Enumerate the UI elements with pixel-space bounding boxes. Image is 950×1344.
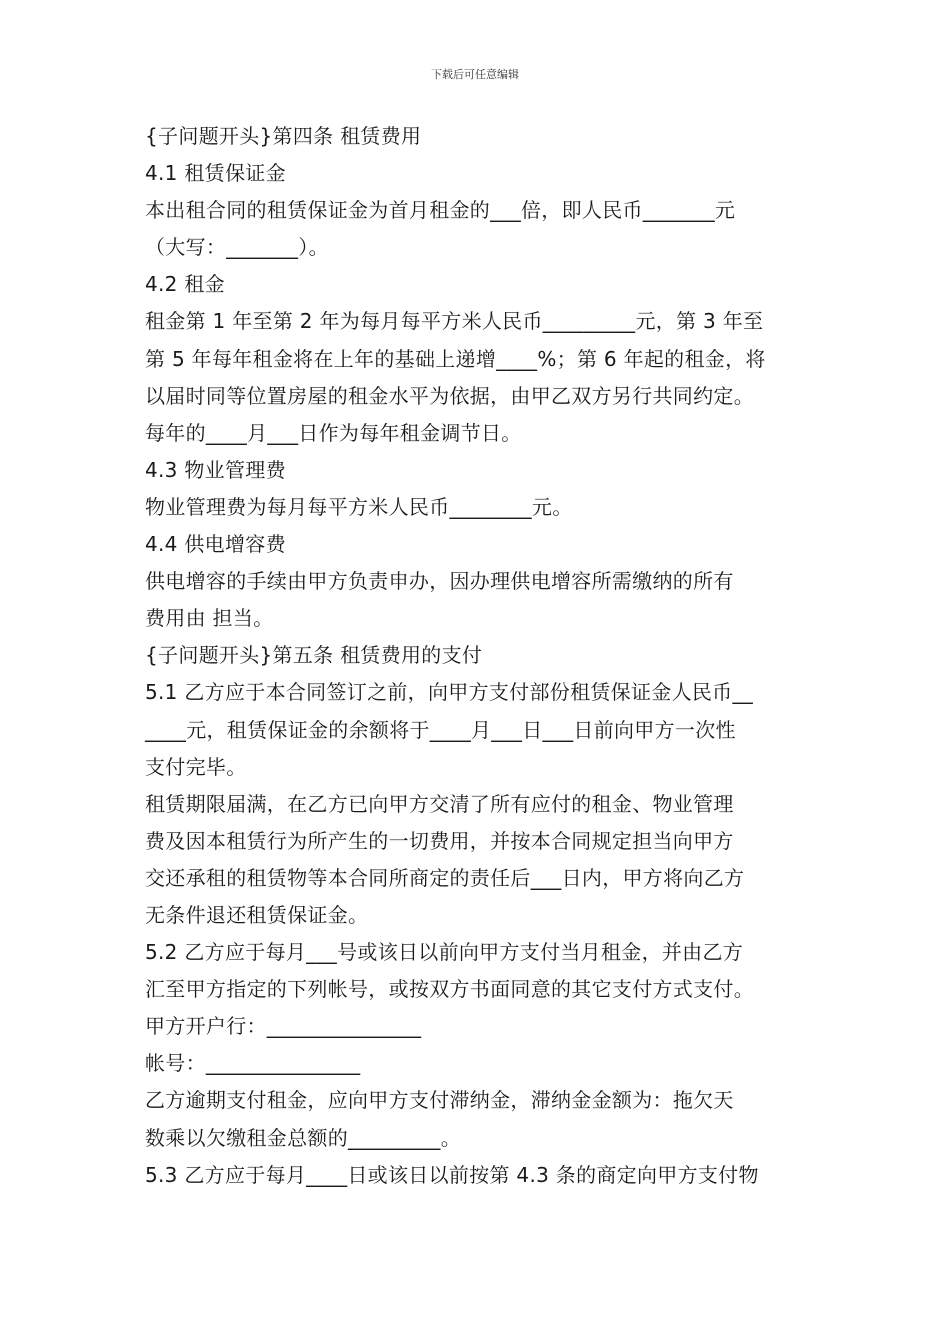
paragraph-line: 汇至甲方指定的下列帐号，或按双方书面同意的其它支付方式支付。 — [145, 977, 754, 1002]
account-number-line: 帐号：_______________ — [145, 1051, 361, 1076]
section-heading-article-5: {子问题开头}第五条 租赁费用的支付 — [145, 643, 483, 668]
clause-heading-4-2: 4.2 租金 — [145, 272, 225, 297]
paragraph-line: 乙方逾期支付租金，应向甲方支付滞纳金，滞纳金金额为：拖欠天 — [145, 1088, 734, 1113]
section-heading-article-4: {子问题开头}第四条 租赁费用 — [145, 124, 422, 148]
clause-5-3-line: 5.3 乙方应于每月____日或该日以前按第 4.3 条的商定向甲方支付物 — [145, 1162, 759, 1187]
clause-heading-4-1: 4.1 租赁保证金 — [145, 161, 286, 186]
paragraph-line: （大写：_______）。 — [145, 235, 329, 260]
paragraph-line: 第 5 年每年租金将在上年的基础上递增____%；第 6 年起的租金，将 — [145, 346, 766, 371]
bank-name-line: 甲方开户行：_______________ — [145, 1014, 422, 1039]
clause-heading-4-4: 4.4 供电增容费 — [145, 532, 286, 557]
clause-5-1-line: 5.1 乙方应于本合同签订之前，向甲方支付部份租赁保证金人民币__ — [145, 680, 754, 705]
paragraph-line: ____元，租赁保证金的余额将于____月___日___日前向甲方一次性 — [145, 717, 736, 742]
paragraph-line: 供电增容的手续由甲方负责申办，因办理供电增容所需缴纳的所有 — [145, 569, 734, 594]
clause-heading-4-3: 4.3 物业管理费 — [145, 457, 286, 482]
paragraph-line: 交还承租的租赁物等本合同所商定的责任后___日内，甲方将向乙方 — [145, 865, 745, 890]
paragraph-line: 租赁期限届满，在乙方已向甲方交清了所有应付的租金、物业管理 — [145, 791, 734, 816]
paragraph-line: 数乘以欠缴租金总额的_________。 — [145, 1125, 461, 1150]
paragraph-line: 本出租合同的租赁保证金为首月租金的___倍，即人民币_______元 — [145, 198, 736, 223]
clause-5-2-line: 5.2 乙方应于每月___号或该日以前向甲方支付当月租金，并由乙方 — [145, 940, 744, 965]
paragraph-line: 费及因本租赁行为所产生的一切费用，并按本合同规定担当向甲方 — [145, 828, 734, 853]
paragraph-line: 租金第 1 年至第 2 年为每月每平方米人民币_________元，第 3 年至 — [145, 309, 764, 334]
paragraph-line: 物业管理费为每月每平方米人民币________元。 — [145, 494, 573, 519]
paragraph-line: 以届时同等位置房屋的租金水平为依据，由甲乙双方另行共同约定。 — [145, 383, 754, 408]
paragraph-line: 费用由 担当。 — [145, 606, 274, 631]
page-header: 下载后可任意编辑 — [431, 68, 519, 81]
paragraph-line: 每年的____月___日作为每年租金调节日。 — [145, 420, 522, 445]
paragraph-line: 无条件退还租赁保证金。 — [145, 902, 369, 927]
document-body — [145, 118, 815, 1194]
paragraph-line: 支付完毕。 — [145, 754, 247, 779]
